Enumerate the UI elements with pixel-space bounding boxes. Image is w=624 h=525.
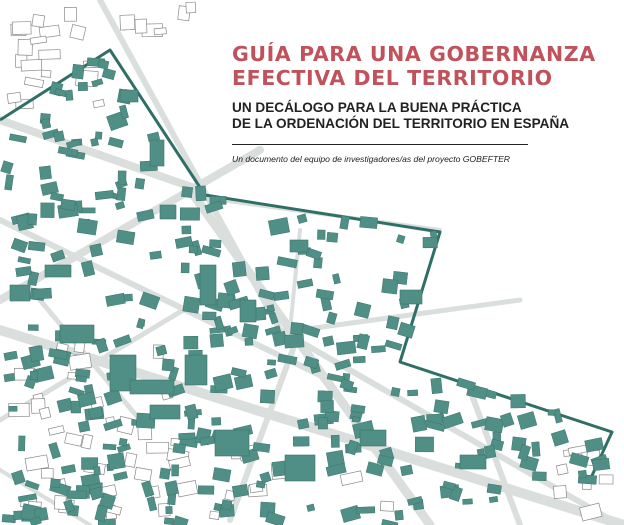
title-line-1: GUÍA PARA UNA GOBERNANZA [232,42,596,66]
subtitle-line-2: DE LA ORDENACIÓN DEL TERRITORIO EN ESPAÑA [232,116,570,131]
title-block [232,42,612,165]
title-divider [232,144,528,145]
subtitle [232,100,612,132]
byline: Un documento del equipo de investigadores/as del proyecto GOBEFTER [232,154,511,164]
title-line-2: EFECTIVA DEL TERRITORIO [232,66,553,90]
subtitle-line-1: UN DECÁLOGO PARA LA BUENA PRÁCTICA [232,100,522,115]
